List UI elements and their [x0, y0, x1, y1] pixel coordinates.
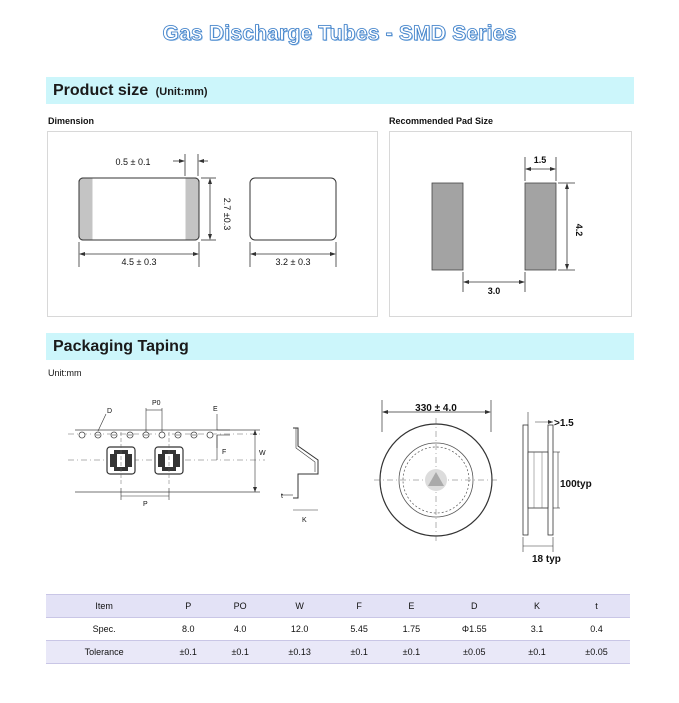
- pad-length-label: 4.2: [574, 223, 584, 237]
- tape-label-f: F: [222, 449, 227, 456]
- taping-spec-table: [46, 594, 630, 664]
- table-header-cell: F: [333, 595, 385, 618]
- table-cell: 4.0: [214, 618, 266, 641]
- table-cell: 12.0: [266, 618, 333, 641]
- tape-label-p: P: [143, 501, 148, 508]
- terminal-width-label: 0.5 ± 0.1: [115, 157, 151, 167]
- table-cell: ±0.05: [563, 641, 630, 664]
- dimension-panel: [47, 131, 378, 317]
- component-body: [79, 178, 199, 240]
- table-cell: 1.75: [385, 618, 437, 641]
- reel-diameter-label: 330 ± 4.0: [415, 403, 457, 414]
- reel-flange-right: [548, 425, 553, 535]
- table-header-cell: E: [385, 595, 437, 618]
- product-size-header: [46, 77, 634, 104]
- table-cell: 5.45: [333, 618, 385, 641]
- page-title: Gas Discharge Tubes - SMD Series: [162, 22, 517, 45]
- table-cell: Φ1.55: [437, 618, 511, 641]
- table-cell: Tolerance: [46, 641, 162, 664]
- table-cell: 0.4: [563, 618, 630, 641]
- table-cell: ±0.05: [437, 641, 511, 664]
- pad-gap-label: 3.0: [487, 286, 501, 296]
- right-pad: [525, 183, 556, 270]
- tape-label-t: t: [281, 493, 283, 500]
- table-header-cell: t: [563, 595, 630, 618]
- table-cell: ±0.13: [266, 641, 333, 664]
- tape-label-e: E: [213, 406, 218, 413]
- height-label: 2.7 ±0.3: [222, 197, 232, 231]
- table-cell: ±0.1: [162, 641, 214, 664]
- reel-gap-label: >1.5: [554, 418, 574, 429]
- product-size-unit: (Unit:mm): [155, 86, 208, 98]
- reel-hub-width-label: 100typ: [560, 479, 592, 490]
- table-row: [46, 618, 630, 641]
- reel-drawing: [370, 392, 610, 572]
- packaging-unit: Unit:mm: [48, 368, 82, 378]
- table-header-cell: Item: [46, 595, 162, 618]
- tape-drawing: [60, 392, 330, 532]
- table-cell: 3.1: [511, 618, 563, 641]
- tape-label-d: D: [107, 408, 113, 415]
- packaging-heading: Packaging Taping: [53, 338, 189, 355]
- product-size-heading: Product size: [53, 82, 149, 99]
- table-cell: ±0.1: [214, 641, 266, 664]
- table-header-cell: P: [162, 595, 214, 618]
- pad-width-label: 1.5: [533, 155, 547, 165]
- left-terminal: [80, 179, 93, 240]
- length-label: 4.5 ± 0.3: [121, 257, 157, 267]
- table-cell: Spec.: [46, 618, 162, 641]
- table-cell: ±0.1: [385, 641, 437, 664]
- pad-drawing: [390, 132, 633, 318]
- reel-flange-left: [523, 425, 528, 535]
- table-header-cell: K: [511, 595, 563, 618]
- left-pad: [432, 183, 463, 270]
- table-cell: ±0.1: [333, 641, 385, 664]
- table-row: [46, 641, 630, 664]
- tape-label-w: W: [259, 450, 266, 457]
- tape-label-p0: P0: [152, 400, 161, 407]
- table-header-row: [46, 595, 630, 618]
- table-header-cell: PO: [214, 595, 266, 618]
- table-header-cell: D: [437, 595, 511, 618]
- dimension-drawing: [48, 132, 379, 318]
- packaging-header: [46, 333, 634, 360]
- table-header-cell: W: [266, 595, 333, 618]
- table-cell: ±0.1: [511, 641, 563, 664]
- dimension-label: Dimension: [48, 116, 95, 126]
- tape-label-k: K: [302, 517, 307, 524]
- reel-thickness-label: 18 typ: [532, 554, 561, 565]
- pad-panel: [389, 131, 632, 317]
- table-cell: 8.0: [162, 618, 214, 641]
- right-terminal: [186, 179, 199, 240]
- component-top-view: [250, 178, 336, 240]
- width-label: 3.2 ± 0.3: [275, 257, 311, 267]
- pad-size-label: Recommended Pad Size: [389, 116, 494, 126]
